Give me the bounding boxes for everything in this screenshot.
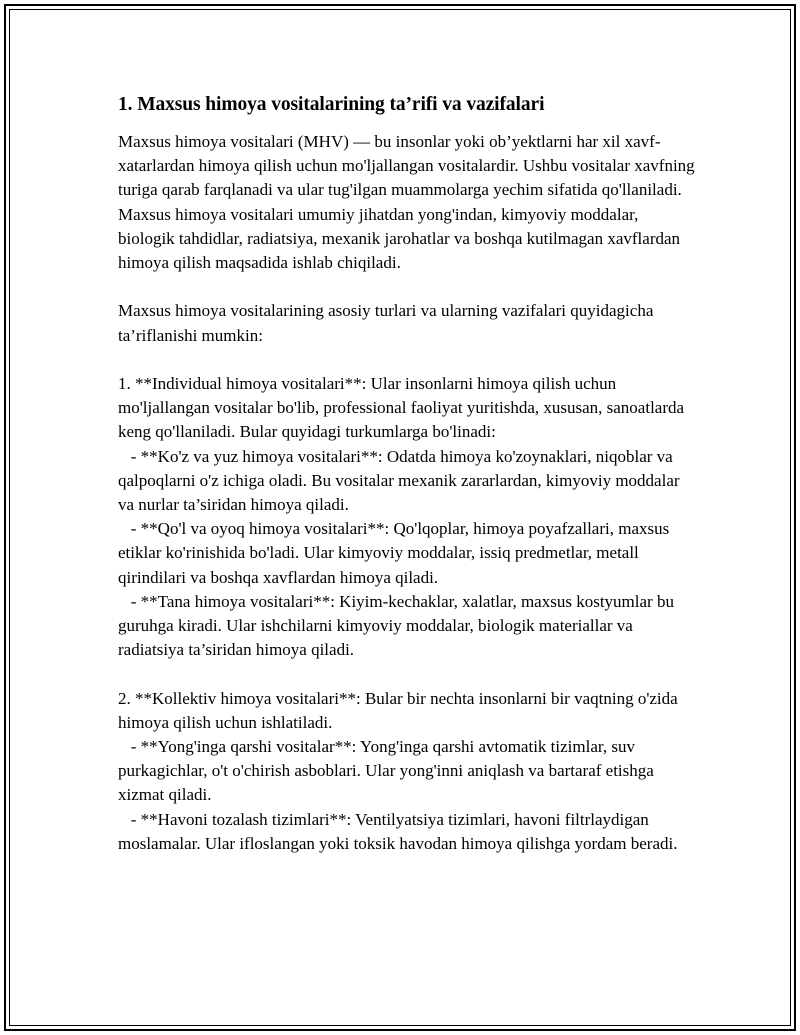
collective-protection-list: 2. **Kollektiv himoya vositalari**: Bular bir nechta insonlarni bir vaqtning o'zida himoya qilish uchun ishlatiladi. - **Yong'inga qarshi vositalar**: Yong'inga qarshi avtomatik tizimlar, suv purkagichlar, o't o'chirish asboblari. Ular yong'inni aniqlash va bartaraf etishga xizmat qiladi. - **Havoni tozalash tizimlari**: Ventilyatsiya tizimlari, havoni filtrlaydigan moslamalar. Ular ifloslangan yoki toksik havodan himoya qilishga yordam beradi. <box>118 688 678 853</box>
individual-protection-list: 1. **Individual himoya vositalari**: Ular insonlarni himoya qilish uchun mo'ljallangan vositalar bo'lib, professional faoliyat yuritishda, xususan, sanoatlarda keng qo'llaniladi. Bular quyidagi turkumlarga bo'linadi: - **Ko'z va yuz himoya vositalari**: Odatda himoya ko'zoynaklari, niqoblar va qalpoqlarni o'z ichiga oladi. Bu vositalar mexanik zararlardan, kimyoviy moddalar va nurlar ta’siridan himoya qiladi. - **Qo'l va oyoq himoya vositalari**: Qo'lqoplar, himoya poyafzallari, maxsus etiklar ko'rinishida bo'ladi. Ular kimyoviy moddalar, issiq predmetlar, metall qirindilari va boshqa xavflardan himoya qiladi. - **Tana himoya vositalari**: Kiyim-kechaklar, xalatlar, maxsus kostyumlar bu guruhga kiradi. Ular ishchilarni kimyoviy moddalar, biologik materiallar va radiatsiya ta’siridan himoya qiladi. <box>118 374 685 660</box>
section-heading: 1. Maxsus himoya vositalarining ta’rifi va vazifalari <box>118 94 545 115</box>
paragraph-gap <box>118 275 698 299</box>
paragraph-gap <box>118 662 698 686</box>
document-body <box>118 90 698 856</box>
paragraph-gap <box>118 348 698 372</box>
intro-paragraph: Maxsus himoya vositalari (MHV) — bu insonlar yoki ob’yektlarni har xil xavf-xatarlardan himoya qilish uchun mo'ljallangan vositalardir. Ushbu vositalar xavfning turiga qarab farqlanadi va ular tug'ilgan muammolarga yechim sifatida qo'llaniladi. Maxsus himoya vositalari umumiy jihatdan yong'indan, kimyoviy moddalar, biologik tahdidlar, radiatsiya, mexanik jarohatlar va boshqa kutilmagan xavflardan himoya qilish maqsadida ishlab chiqiladi. <box>118 132 699 273</box>
types-intro-paragraph: Maxsus himoya vositalarining asosiy turlari va ularning vazifalari quyidagicha ta’riflanishi mumkin: <box>118 301 658 345</box>
